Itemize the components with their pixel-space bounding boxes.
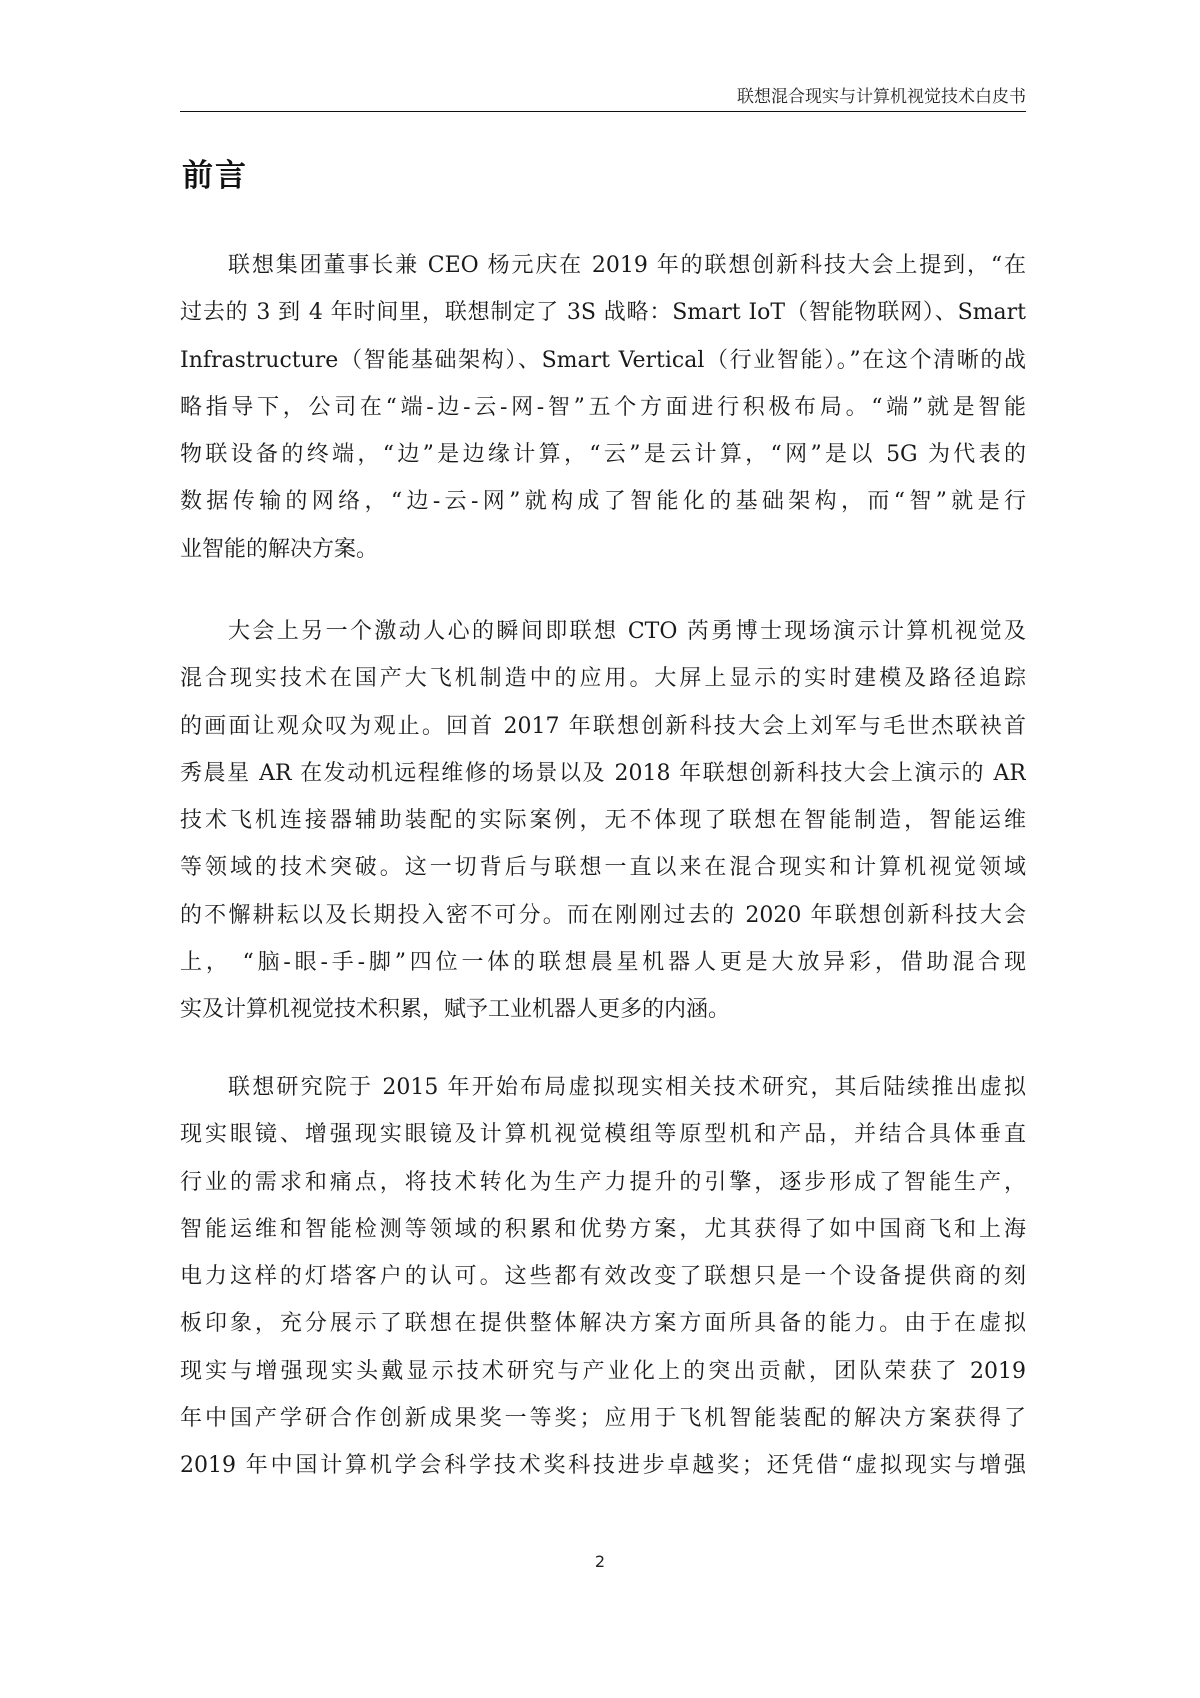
paragraph-line: 联想集团董事长兼 CEO 杨元庆在 2019 年的联想创新科技大会上提到，“在 <box>228 253 1026 278</box>
paragraph-line: 行业的需求和痛点，将技术转化为生产力提升的引擎，逐步形成了智能生产， <box>180 1169 1026 1195</box>
paragraph-line: 物联设备的终端，“边”是边缘计算，“云”是云计算，“网”是以 5G 为代表的 <box>180 442 1026 468</box>
paragraph-line: 现实与增强现实头戴显示技术研究与产业化上的突出贡献，团队荣获了 2019 <box>180 1358 1026 1384</box>
paragraph-line: 秀晨星 AR 在发动机远程维修的场景以及 2018 年联想创新科技大会上演示的 AR <box>180 760 1026 786</box>
header-rule <box>180 111 1026 112</box>
paragraph-line: 略指导下，公司在“端-边-云-网-智”五个方面进行积极布局。“端”就是智能 <box>180 394 1026 420</box>
paragraph-1 <box>180 242 1026 573</box>
paragraph-line: 技术飞机连接器辅助装配的实际案例，无不体现了联想在智能制造，智能运维 <box>180 808 1026 834</box>
paragraph-line: 大会上另一个激动人心的瞬间即联想 CTO 芮勇博士现场演示计算机视觉及 <box>228 619 1026 644</box>
paragraph-2 <box>180 608 1026 1034</box>
paragraph-line: 联想研究院于 2015 年开始布局虚拟现实相关技术研究，其后陆续推出虚拟 <box>228 1075 1026 1100</box>
paragraph-line: 混合现实技术在国产大飞机制造中的应用。大屏上显示的实时建模及路径追踪 <box>180 666 1026 692</box>
paragraph-line: 过去的 3 到 4 年时间里，联想制定了 3S 战略：Smart IoT（智能物联网）、Smart <box>180 300 1026 326</box>
page-number: 2 <box>594 1552 606 1571</box>
paragraph-line: 等领域的技术突破。这一切背后与联想一直以来在混合现实和计算机视觉领域 <box>180 855 1026 881</box>
paragraph-line: 年中国产学研合作创新成果奖一等奖；应用于飞机智能装配的解决方案获得了 <box>180 1406 1026 1432</box>
paragraph-line: 业智能的解决方案。 <box>180 536 379 562</box>
paragraph-line: 现实眼镜、增强现实眼镜及计算机视觉模组等原型机和产品，并结合具体垂直 <box>180 1122 1026 1148</box>
paragraph-line: 数据传输的网络，“边-云-网”就构成了智能化的基础架构，而“智”就是行 <box>180 489 1026 515</box>
paragraph-line: 电力这样的灯塔客户的认可。这些都有效改变了联想只是一个设备提供商的刻 <box>180 1264 1026 1290</box>
section-title: 前言 <box>182 158 248 194</box>
paragraph-3 <box>180 1064 1026 1490</box>
paragraph-line: Infrastructure（智能基础架构）、Smart Vertical（行业智能）。”在这个清晰的战 <box>180 347 1026 373</box>
paragraph-line: 实及计算机视觉技术积累，赋予工业机器人更多的内涵。 <box>180 997 731 1023</box>
paragraph-line: 2019 年中国计算机学会科学技术奖科技进步卓越奖；还凭借“虚拟现实与增强 <box>180 1453 1026 1479</box>
running-header: 联想混合现实与计算机视觉技术白皮书 <box>737 87 1026 107</box>
paragraph-line: 上， “脑-眼-手-脚”四位一体的联想晨星机器人更是大放异彩，借助混合现 <box>180 950 1026 976</box>
paragraph-line: 的画面让观众叹为观止。回首 2017 年联想创新科技大会上刘军与毛世杰联袂首 <box>180 713 1026 739</box>
paragraph-line: 的不懈耕耘以及长期投入密不可分。而在刚刚过去的 2020 年联想创新科技大会 <box>180 902 1026 928</box>
paragraph-line: 智能运维和智能检测等领域的积累和优势方案，尤其获得了如中国商飞和上海 <box>180 1216 1026 1242</box>
paragraph-line: 板印象，充分展示了联想在提供整体解决方案方面所具备的能力。由于在虚拟 <box>180 1311 1026 1337</box>
